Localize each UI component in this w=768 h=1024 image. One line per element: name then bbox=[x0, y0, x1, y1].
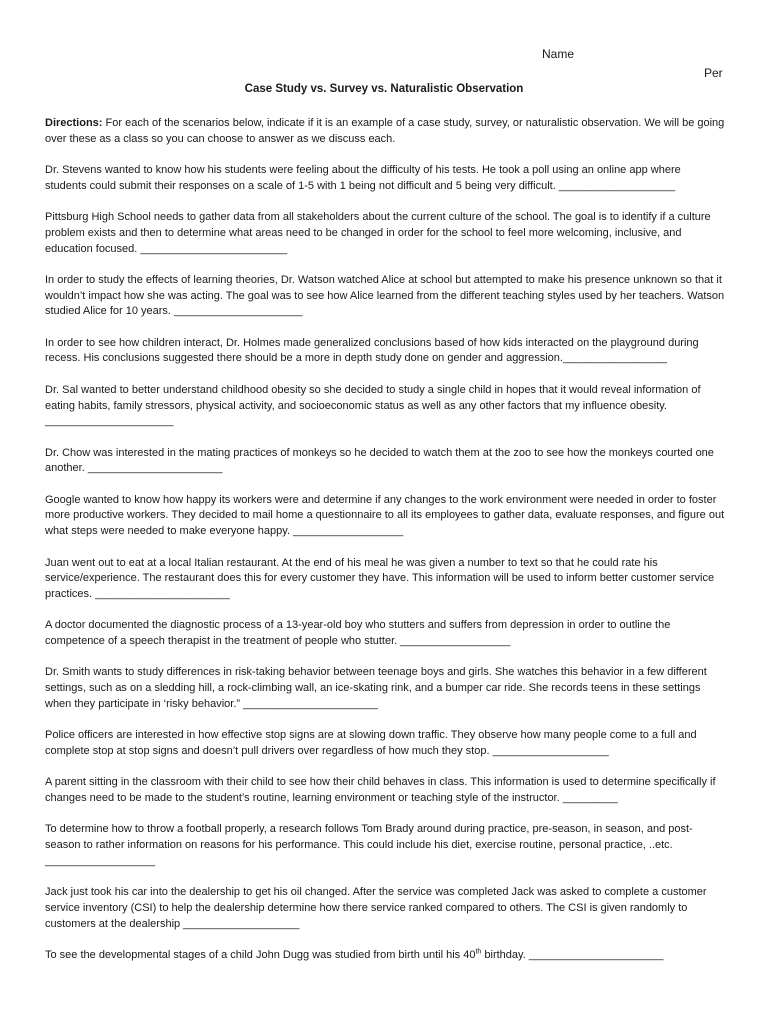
scenario-1: Dr. Stevens wanted to know how his students were feeling about the difficulty of his tests. He took a poll using an online app where students could submit their responses on a scale of 1-5 with 1 being not difficult and 5 being very difficult. ___________________ bbox=[45, 164, 681, 192]
scenario-9: A doctor documented the diagnostic process of a 13-year-old boy who stutters and suffers from depression in order to outline the competence of a speech therapist in the treatment of people who stutter. __________________ bbox=[45, 619, 671, 648]
scenario-14: Jack just took his car into the dealership to get his oil changed. After the service was completed Jack was asked to complete a customer service inventory (CSI) to help the dealership determine how there service ranked compared to others. The CSI is given randomly to customers at the dealership ___________________ bbox=[45, 886, 707, 930]
directions-text: For each of the scenarios below, indicate if it is an example of a case study, survey, or naturalistic observation. We will be going over these as a class so you can choose to answer as we discuss each. bbox=[45, 117, 725, 145]
scenario-15-text: To see the developmental stages of a child John Dugg was studied from birth until his 40 bbox=[45, 949, 476, 962]
name-label: Name bbox=[542, 47, 575, 61]
ordinal-superscript: th bbox=[475, 948, 482, 956]
scenario-7: Google wanted to know how happy its workers were and determine if any changes to the work environment were needed in order to foster more productive workers. They decided to mail home a questionnaire to all its employees to gather data, evaluate responses, and figure out what steps were needed to make everyone happy. __________________ bbox=[45, 493, 725, 538]
scenario-15-ending: birthday. ______________________ bbox=[481, 949, 664, 962]
scenario-3: In order to study the effects of learning theories, Dr. Watson watched Alice at school but attempted to make his presence unknown so that it wouldn’t impact how she was acting. The goal was to see how Alice learned from the different teaching styles used by her teachers. Watson studied Alice for 10 years. _____________________ bbox=[45, 273, 725, 318]
scenario-11: Police officers are interested in how effective stop signs are at slowing down traffic. They observe how many people come to a full and complete stop at stop signs and doesn’t pull drivers over regardless of how much they stop. ___________________ bbox=[45, 729, 697, 757]
scenario-2: Pittsburg High School needs to gather data from all stakeholders about the current culture of the school. The goal is to identify if a culture problem exists and then to determine what areas need to be changed in order for the school to feel more welcoming, inclusive, and education focused. ________________________ bbox=[45, 211, 711, 255]
directions-label: Directions: bbox=[45, 117, 103, 129]
scenario-12: A parent sitting in the classroom with their child to see how their child behaves in class. This information is used to determine specifically if changes need to be made to the student’s routine, learning environment or teaching style of the instructor. _________ bbox=[45, 776, 716, 805]
scenario-10: Dr. Smith wants to study differences in risk-taking behavior between teenage boys and girls. She watches this behavior in a few different settings, such as on a sledding hill, a rock-climbing wall, an ice-skating rink, and a bumper car ride. She records teens in these settings when they participate in ‘risky behavior.” ______________________ bbox=[45, 666, 707, 710]
scenario-8: Juan went out to eat at a local Italian restaurant. At the end of his meal he was given a number to text so that he could rate his service/experience. The restaurant does this for every customer they have. This information will be used to inform better customer service practices. ______________________ bbox=[45, 556, 715, 600]
directions-paragraph bbox=[45, 116, 725, 147]
page-title: Case Study vs. Survey vs. Naturalistic Observation bbox=[244, 83, 524, 95]
scenario-13: To determine how to throw a football properly, a research follows Tom Brady around during practice, pre-season, in season, and post-season to rather information on reasons for his performance. This could include his diet, exercise routine, personal practice, ..etc. __________________ bbox=[45, 823, 693, 867]
scenario-6: Dr. Chow was interested in the mating practices of monkeys so he decided to watch them at the zoo to see how the monkeys courted one another. ______________________ bbox=[45, 446, 714, 475]
scenario-15 bbox=[45, 948, 725, 964]
period-label: Per bbox=[704, 66, 723, 80]
scenario-5: Dr. Sal wanted to better understand childhood obesity so she decided to study a single child in hopes that it would reveal information of eating habits, family stressors, physical activity, and socioeconomic status as well as any other factors that my influence obesity. _____________________ bbox=[45, 383, 701, 428]
worksheet-content bbox=[45, 116, 725, 979]
scenario-4: In order to see how children interact, Dr. Holmes made generalized conclusions based of how kids interacted on the playground during recess. His conclusions suggested there should be a more in depth study done on gender and aggression._________________ bbox=[45, 336, 699, 365]
